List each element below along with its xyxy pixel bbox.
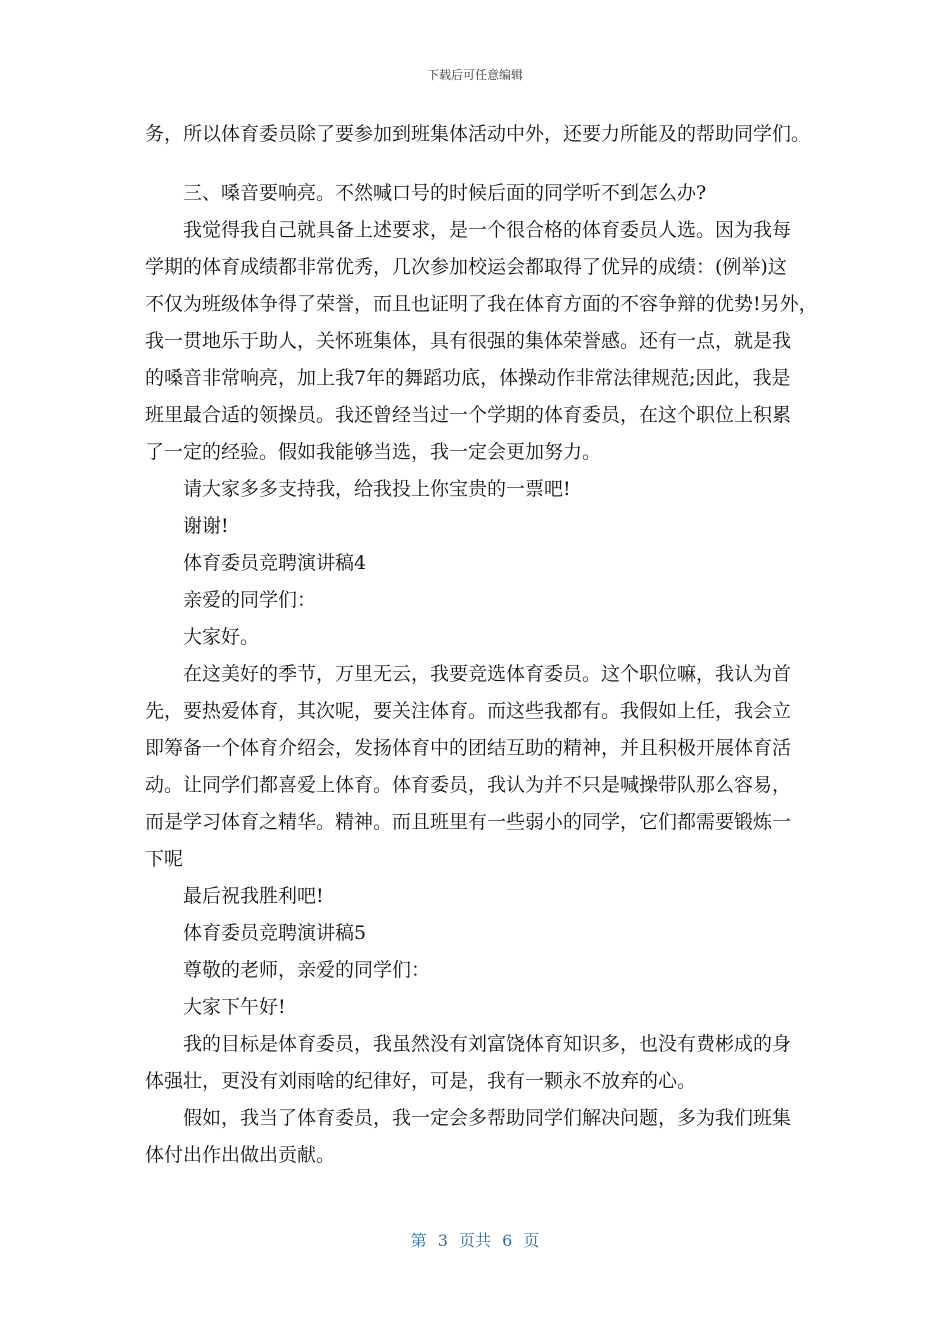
page-footer: 第 3 页共 6 页 — [410, 1231, 540, 1250]
paragraph-line: 体强壮，更没有刘雨啥的纪律好，可是，我有一颗永不放弃的心。 — [145, 1070, 697, 1092]
paragraph-line: 三、嗓音要响亮。不然喊口号的时候后面的同学听不到怎么办? — [183, 182, 707, 204]
paragraph-line: 亲爱的同学们： — [183, 589, 317, 611]
paragraph-line: 而是学习体育之精华。精神。而且班里有一些弱小的同学，它们都需要锻炼一 — [145, 811, 792, 833]
paragraph-line: 在这美好的季节，万里无云，我要竞选体育委员。这个职位嘛，我认为首 — [183, 663, 792, 685]
paragraph-line: 谢谢! — [183, 515, 229, 537]
paragraph-line: 我的目标是体育委员，我虽然没有刘富饶体育知识多，也没有费彬成的身 — [183, 1033, 792, 1055]
section-heading: 体育委员竞聘演讲稿4 — [183, 552, 367, 574]
paragraph-line: 尊敬的老师，亲爱的同学们： — [183, 959, 431, 981]
paragraph-line: 的嗓音非常响亮，加上我7年的舞蹈功底，体操动作非常法律规范;因此，我是 — [145, 367, 791, 389]
paragraph-line: 班里最合适的领操员。我还曾经当过一个学期的体育委员，在这个职位上积累 — [145, 404, 792, 426]
page-header: 下载后可任意编辑 — [426, 68, 523, 82]
document-body — [145, 116, 818, 1174]
paragraph-line: 最后祝我胜利吧! — [183, 885, 324, 907]
paragraph-line: 请大家多多支持我，给我投上你宝贵的一票吧! — [183, 478, 571, 500]
section-heading: 体育委员竞聘演讲稿5 — [183, 922, 367, 944]
paragraph-line: 不仅为班级体争得了荣誉，而且也证明了我在体育方面的不容争辩的优势!另外， — [145, 293, 818, 315]
paragraph-line: 假如，我当了体育委员，我一定会多帮助同学们解决问题，多为我们班集 — [183, 1107, 792, 1129]
paragraph-line: 下呢 — [145, 848, 184, 870]
paragraph-line: 体付出作出做出贡献。 — [145, 1144, 336, 1166]
paragraph-line: 务，所以体育委员除了要参加到班集体活动中外，还要力所能及的帮助同学们。 — [145, 123, 811, 145]
paragraph-line: 即筹备一个体育介绍会，发扬体育中的团结互助的精神，并且积极开展体育活 — [145, 737, 792, 759]
paragraph-line: 我觉得我自己就具备上述要求，是一个很合格的体育委员人选。因为我每 — [183, 219, 792, 241]
paragraph-gap — [145, 153, 810, 175]
paragraph-line: 大家好。 — [183, 626, 260, 648]
paragraph-line: 了一定的经验。假如我能够当选，我一定会更加努力。 — [145, 441, 602, 463]
paragraph-line: 学期的体育成绩都非常优秀，几次参加校运会都取得了优异的成绩：(例举)这 — [145, 256, 787, 278]
paragraph-line: 先，要热爱体育，其次呢，要关注体育。而这些我都有。我假如上任，我会立 — [145, 700, 792, 722]
paragraph-line: 我一贯地乐于助人，关怀班集体，具有很强的集体荣誉感。还有一点，就是我 — [145, 330, 792, 352]
paragraph-line: 动。让同学们都喜爱上体育。体育委员，我认为并不只是喊操带队那么容易， — [145, 774, 792, 796]
paragraph-line: 大家下午好! — [183, 996, 286, 1018]
